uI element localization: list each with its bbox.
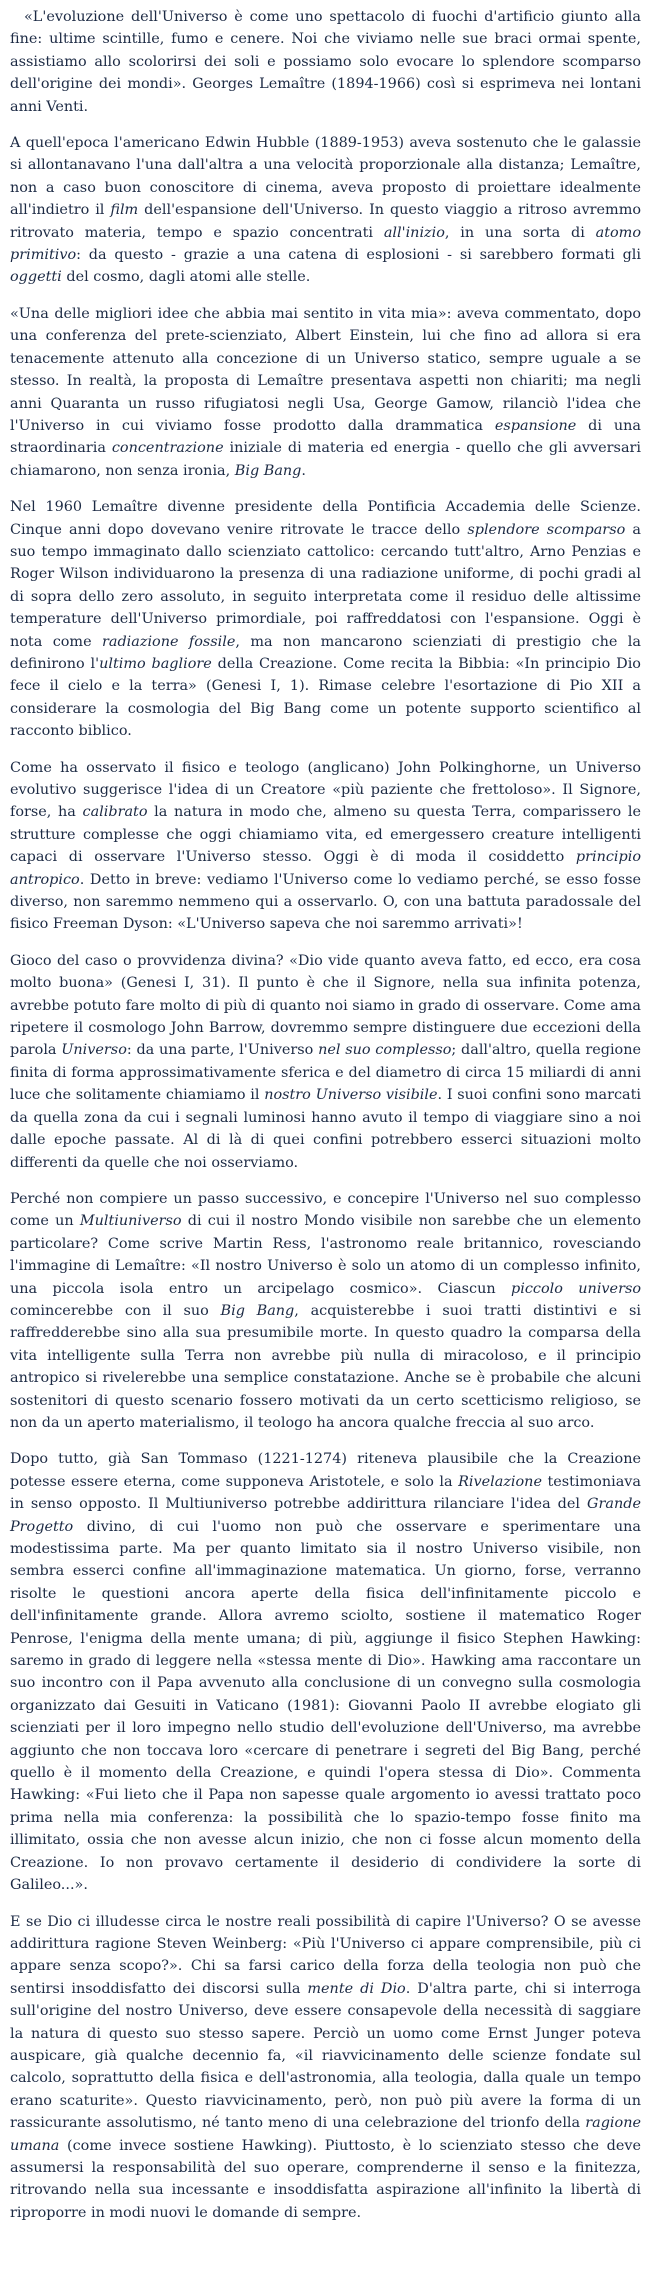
text-run: E se Dio ci illudesse circa le nostre reali possibilità di capire l'Universo? O se avesse addirittura ragione Steven Weinberg: «Più l'Universo ci appare comprensibile, più ci appare senza scopo?». Chi sa farsi carico della forza della teologia non può che sentirsi insoddisfatto dei discorsi sulla <box>10 1913 641 1997</box>
italic-text: atomo primitivo <box>10 224 641 264</box>
text-run: ; dall'altro, quella regione finita di forma approssimativamente sferica e del diametro di circa 15 miliardi di anni luce che solitamente chiamiamo il <box>10 1042 642 1104</box>
italic-text: piccolo universo <box>511 1280 641 1297</box>
text-run: . I suoi confini sono marcati da quella zona da cui i segnali luminosi hanno avuto il tempo di viaggiare sino a noi dalle epoche passate. Al di là di quei confini potrebbero esserci situazioni molto differenti da quelle che noi osserviamo. <box>10 1087 641 1171</box>
text-run: della Creazione. Come recita la Bibbia: «In principio Dio fece il cielo e la terra» (Genesi I, 1). Rimase celebre l'esortazione di Pio XII a considerare la cosmologia del Big Bang come un potente supporto scientifico al racconto biblico. <box>10 655 641 740</box>
italic-text: Grande Progetto <box>10 1496 641 1535</box>
text-run: «L'evoluzione dell'Universo è come uno spettacolo di fuochi d'artificio giunto alla fine: ultime scintille, fumo e cenere. Noi che viviamo nelle sue braci ormai spente, assistiamo allo scolorirsi dei soli e possiamo solo evocare lo splendore scomparso dell'origine dei mondi». Georges Lemaître (1894-1966) così si esprimeva nei lontani anni Venti. <box>10 9 641 115</box>
paragraph-4 <box>10 496 641 742</box>
italic-text: ultimo bagliore <box>99 655 212 672</box>
text-run: , in una sorta di <box>444 224 596 241</box>
italic-text: nel suo complesso <box>318 1042 452 1059</box>
text-run: (come invece sostiene Hawking). Piuttosto, è lo scienziato stesso che deve assumersi la responsabilità del suo operare, comprenderne il senso e la finitezza, ritrovando nella sua incessante e insoddisfatta aspirazione all'infinito la libertà di riproporre in modi nuovi le domande di sempre. <box>10 2137 641 2221</box>
italic-text: concentrazione <box>111 440 224 457</box>
paragraph-1 <box>10 6 641 118</box>
text-run: . <box>301 462 306 479</box>
text-run: Nel 1960 Lemaître divenne presidente della Pontificia Accademia delle Scienze. Cinque anni dopo dovevano venire ritrovate le tracce dello <box>10 499 641 538</box>
text-run: iniziale di materia ed energia - quello che gli avversari chiamarono, non senza ironia, <box>10 440 642 479</box>
text-run: , ma non mancarono scienziati di prestigio che la definirono l' <box>10 633 641 672</box>
paragraph-2 <box>10 132 641 289</box>
text-run: comincerebbe con il suo <box>10 1302 221 1319</box>
text-run: «Una delle migliori idee che abbia mai sentito in vita mia»: aveva commentato, dopo una conferenza del prete-scienziato, Albert Einstein, lui che fino ad allora si era tenacemente attenuto alla concezione di un Universo statico, sempre uguale a se stesso. In realtà, la proposta di Lemaître presentava aspetti non chiariti; ma negli anni Quaranta un russo rifugiatosi negli Usa, George Gamow, rilanciò l'idea che l'Universo in cui viviamo fosse prodotto dalla drammatica <box>10 305 641 434</box>
paragraph-9 <box>10 1911 641 2225</box>
text-run: . D'altra parte, chi si interroga sull'origine del nostro Universo, deve essere consapevole della necessità di saggiare la natura di questo suo stesso sapere. Perciò un uomo come Ernst Junger poteva auspicare, già qualche decennio fa, «il riavvicinamento delle scienze fondate sul calcolo, soprattutto della fisica e dell'astronomia, alla teologia, dalla quale un tempo erano scaturite». Questo riavvicinamento, però, non può più avere la forma di un rassicurante assolutismo, né tanto meno di una celebrazione del trionfo della <box>10 1980 641 2132</box>
italic-text: film <box>110 202 139 219</box>
paragraph-5 <box>10 757 641 936</box>
italic-text: mente di Dio <box>307 1980 406 1997</box>
italic-text: Big Bang <box>234 462 302 479</box>
italic-text: all'inizio <box>383 224 445 241</box>
text-run: . Detto in breve: vediamo l'Universo come lo vediamo perché, se esso fosse diverso, non saremmo nemmeno qui a osservarlo. O, con una battuta paradossale del fisico Freeman Dyson: «L'Universo sapeva che noi saremmo arrivati»! <box>10 871 641 933</box>
text-run: , acquisterebbe i suoi tratti distintivi e si raffredderebbe sino alla sua presumibile morte. In questo quadro la comparsa della vita intelligente sulla Terra non avrebbe più nulla di miracoloso, e il principio antropico si rivelerebbe una semplice constatazione. Anche se è probabile che alcuni sostenitori di questo scenario fossero motivati da un certo scetticismo religioso, se non da un aperto materialismo, il teologo ha ancora qualche freccia al suo arco. <box>10 1302 642 1431</box>
italic-text: Multiuniverso <box>79 1213 182 1230</box>
text-run: : da questo - grazie a una catena di esplosioni - si sarebbero formati gli <box>76 247 641 264</box>
text-run: di cui il nostro Mondo visibile non sarebbe che un elemento particolare? Come scrive Martin Ress, l'astronomo reale britannico, rovesciando l'immagine di Lemaître: «Il nostro Universo è solo un atomo di un complesso infinito, una piccola isola entro un arcipelago cosmico». Ciascun <box>10 1213 641 1297</box>
paragraph-8 <box>10 1448 641 1896</box>
italic-text: espansione <box>494 417 577 434</box>
italic-text: principio antropico <box>10 849 641 888</box>
italic-text: nostro Universo visibile <box>264 1087 438 1104</box>
text-run: del cosmo, dagli atomi alle stelle. <box>61 269 311 286</box>
italic-text: radiazione fossile <box>102 633 236 650</box>
text-run: a suo tempo immaginato dallo scienziato cattolico: cercando tutt'altro, Arno Penzias e Roger Wilson individuarono la presenza di una radiazione uniforme, di pochi gradi al di sopra dello zero assoluto, in seguito interpretata come il residuo delle altissime temperature dell'Universo primordiale, poi raffreddatosi con l'espansione. Oggi è nota come <box>10 521 641 650</box>
text-run: Dopo tutto, già San Tommaso (1221-1274) riteneva plausibile che la Creazione potesse essere eterna, come supponeva Aristotele, e solo la <box>10 1451 641 1490</box>
italic-text: oggetti <box>10 269 62 286</box>
text-run: divino, di cui l'uomo non può che osservare e sperimentare una modestissima parte. Ma per quanto limitato sia il nostro Universo visibile, non sembra esserci confine all'immaginazione matematica. Un giorno, forse, verranno risolte le questioni ancora aperte della fisica dell'infinitamente piccolo e dell'infinitamente grande. Allora avremo sciolto, sostiene il matematico Roger Penrose, l'enigma della mente umana; di più, aggiunge il fisico Stephen Hawking: saremo in grado di leggere nella «stessa mente di Dio». Hawking ama raccontare un suo incontro con il Papa avvenuto alla conclusione di un convegno sulla cosmologia organizzato dai Gesuiti in Vaticano (1981): Giovanni Paolo II avrebbe elogiato gli scienziati per il loro impegno nello studio dell'evoluzione dell'Universo, ma avrebbe aggiunto che non toccava loro «cercare di penetrare i segreti del Big Bang, perché quello è il momento della Creazione, e quindi l'opera stessa di Dio». Commenta Hawking: «Fui lieto che il Papa non sapesse quale argomento io avessi trattato poco prima nella mia conferenza: la possibilità che lo spazio-tempo fosse finito ma illimitato, ossia che non avesse alcun inizio, che non ci fosse alcun momento della Creazione. Io non provavo certamente il desiderio di condividere la sorte di Galileo...». <box>10 1518 641 1894</box>
italic-text: Universo <box>61 1042 127 1059</box>
italic-text: ragione umana <box>10 2115 641 2154</box>
text-run: Perché non compiere un passo successivo, e concepire l'Universo nel suo complesso come un <box>10 1190 641 1230</box>
italic-text: calibrato <box>82 804 148 821</box>
italic-text: Rivelazione <box>458 1473 542 1490</box>
paragraph-7 <box>10 1188 641 1434</box>
text-run: la natura in modo che, almeno su questa Terra, comparissero le strutture complesse che oggi chiamiamo vita, ed emergessero creature intelligenti capaci di osservare l'Universo stesso. Oggi è di moda il cosiddetto <box>10 804 641 866</box>
italic-text: Big Bang <box>220 1302 295 1319</box>
paragraph-6 <box>10 950 641 1174</box>
text-run: di una straordinaria <box>10 417 641 457</box>
paragraph-3 <box>10 303 641 482</box>
text-run: Come ha osservato il fisico e teologo (anglicano) John Polkinghorne, un Universo evolutivo suggerisce l'idea di un Creatore «più paziente che frettoloso». Il Signore, forse, ha <box>10 759 641 821</box>
text-run: : da una parte, l'Universo <box>126 1042 319 1059</box>
text-run: testimoniava in senso opposto. Il Multiuniverso potrebbe addirittura rilanciare l'idea del <box>10 1473 642 1513</box>
text-run: Gioco del caso o provvidenza divina? «Dio vide quanto aveva fatto, ed ecco, era cosa molto buona» (Genesi I, 31). Il punto è che il Signore, nella sua infinita potenza, avrebbe potuto fare molto di più di quanto noi siamo in grado di osservare. Come ama ripetere il cosmologo John Barrow, dovremmo sempre distinguere due eccezioni della parola <box>10 952 641 1059</box>
italic-text: splendore scomparso <box>467 521 626 538</box>
text-run: A quell'epoca l'americano Edwin Hubble (1889-1953) aveva sostenuto che le galassie si allontanavano l'una dall'altra a una velocità proporzionale alla distanza; Lemaître, non a caso buon conoscitore di cinema, aveva proposto di proiettare idealmente all'indietro il <box>10 135 641 219</box>
text-run: dell'espansione dell'Universo. In questo viaggio a ritroso avremmo ritrovato materia, tempo e spazio concentrati <box>10 202 641 241</box>
